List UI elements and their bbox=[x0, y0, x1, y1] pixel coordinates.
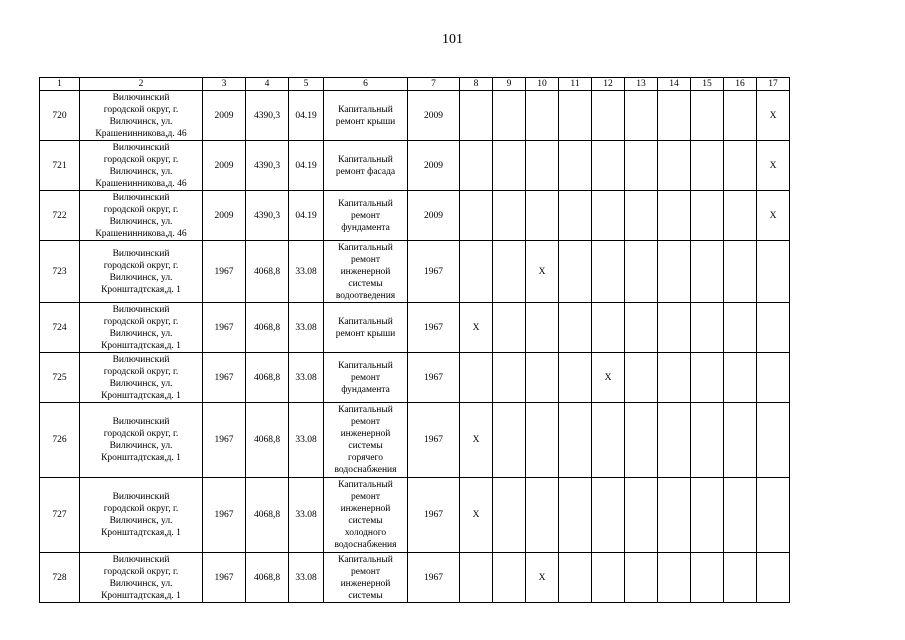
mark-cell-col-14 bbox=[658, 403, 691, 478]
table-row bbox=[40, 553, 790, 603]
build-year-cell: 1967 bbox=[203, 353, 246, 403]
wear-cell: 33.08 bbox=[289, 303, 324, 353]
mark-cell-col-13 bbox=[625, 478, 658, 553]
mark-cell-col-8 bbox=[460, 241, 493, 303]
row-number: 727 bbox=[40, 478, 80, 553]
address-cell: Вилючинский городской округ, г. Вилючинск, ул. Крашенинникова,д. 46 bbox=[80, 141, 203, 191]
page-number: 101 bbox=[442, 32, 463, 47]
mark-cell-col-14 bbox=[658, 478, 691, 553]
mark-cell-col-16 bbox=[724, 91, 757, 141]
wear-cell: 33.08 bbox=[289, 353, 324, 403]
mark-cell-col-17: X bbox=[757, 191, 790, 241]
mark-cell-col-17 bbox=[757, 553, 790, 603]
area-cell: 4068,8 bbox=[246, 553, 289, 603]
work-type-cell: Капитальный ремонт инженерной системы водоотведения bbox=[324, 241, 408, 303]
mark-cell-col-15 bbox=[691, 91, 724, 141]
repair-schedule-table bbox=[39, 77, 790, 603]
mark-cell-col-10 bbox=[526, 478, 559, 553]
wear-cell: 04.19 bbox=[289, 141, 324, 191]
mark-cell-col-9 bbox=[493, 353, 526, 403]
build-year-cell: 2009 bbox=[203, 141, 246, 191]
mark-cell-col-12 bbox=[592, 141, 625, 191]
mark-cell-col-12 bbox=[592, 403, 625, 478]
mark-cell-col-8: X bbox=[460, 478, 493, 553]
mark-cell-col-14 bbox=[658, 303, 691, 353]
table-row bbox=[40, 241, 790, 303]
mark-cell-col-17: X bbox=[757, 141, 790, 191]
column-number: 2 bbox=[80, 78, 203, 91]
mark-cell-col-11 bbox=[559, 478, 592, 553]
mark-cell-col-15 bbox=[691, 403, 724, 478]
mark-cell-col-15 bbox=[691, 191, 724, 241]
mark-cell-col-12 bbox=[592, 191, 625, 241]
row-number: 725 bbox=[40, 353, 80, 403]
column-number: 1 bbox=[40, 78, 80, 91]
mark-cell-col-8: X bbox=[460, 303, 493, 353]
mark-cell-col-13 bbox=[625, 553, 658, 603]
area-cell: 4390,3 bbox=[246, 91, 289, 141]
work-year-cell: 2009 bbox=[408, 91, 460, 141]
build-year-cell: 1967 bbox=[203, 553, 246, 603]
mark-cell-col-17 bbox=[757, 478, 790, 553]
work-year-cell: 1967 bbox=[408, 303, 460, 353]
mark-cell-col-12 bbox=[592, 91, 625, 141]
row-number: 722 bbox=[40, 191, 80, 241]
mark-cell-col-15 bbox=[691, 141, 724, 191]
column-number: 8 bbox=[460, 78, 493, 91]
address-cell: Вилючинский городской округ, г. Вилючинск, ул. Крашенинникова,д. 46 bbox=[80, 91, 203, 141]
mark-cell-col-13 bbox=[625, 303, 658, 353]
address-cell: Вилючинский городской округ, г. Вилючинск, ул. Кронштадтская,д. 1 bbox=[80, 478, 203, 553]
mark-cell-col-8 bbox=[460, 91, 493, 141]
mark-cell-col-8 bbox=[460, 191, 493, 241]
mark-cell-col-9 bbox=[493, 553, 526, 603]
work-type-cell: Капитальный ремонт инженерной системы bbox=[324, 553, 408, 603]
address-cell: Вилючинский городской округ, г. Вилючинск, ул. Кронштадтская,д. 1 bbox=[80, 303, 203, 353]
column-number: 11 bbox=[559, 78, 592, 91]
mark-cell-col-14 bbox=[658, 191, 691, 241]
column-number: 16 bbox=[724, 78, 757, 91]
address-cell: Вилючинский городской округ, г. Вилючинск, ул. Кронштадтская,д. 1 bbox=[80, 403, 203, 478]
work-year-cell: 1967 bbox=[408, 403, 460, 478]
mark-cell-col-9 bbox=[493, 403, 526, 478]
mark-cell-col-10 bbox=[526, 403, 559, 478]
mark-cell-col-9 bbox=[493, 478, 526, 553]
mark-cell-col-16 bbox=[724, 191, 757, 241]
mark-cell-col-11 bbox=[559, 241, 592, 303]
mark-cell-col-10 bbox=[526, 353, 559, 403]
work-year-cell: 1967 bbox=[408, 553, 460, 603]
work-year-cell: 2009 bbox=[408, 191, 460, 241]
table-row bbox=[40, 403, 790, 478]
mark-cell-col-16 bbox=[724, 403, 757, 478]
mark-cell-col-9 bbox=[493, 303, 526, 353]
mark-cell-col-11 bbox=[559, 553, 592, 603]
mark-cell-col-14 bbox=[658, 141, 691, 191]
table-row bbox=[40, 141, 790, 191]
column-number-row bbox=[40, 78, 790, 91]
column-number: 15 bbox=[691, 78, 724, 91]
work-year-cell: 1967 bbox=[408, 478, 460, 553]
mark-cell-col-17 bbox=[757, 303, 790, 353]
mark-cell-col-13 bbox=[625, 91, 658, 141]
work-type-cell: Капитальный ремонт крыши bbox=[324, 91, 408, 141]
mark-cell-col-15 bbox=[691, 478, 724, 553]
mark-cell-col-12 bbox=[592, 303, 625, 353]
column-number: 14 bbox=[658, 78, 691, 91]
work-type-cell: Капитальный ремонт фундамента bbox=[324, 353, 408, 403]
mark-cell-col-17 bbox=[757, 353, 790, 403]
mark-cell-col-12 bbox=[592, 241, 625, 303]
mark-cell-col-8 bbox=[460, 141, 493, 191]
mark-cell-col-9 bbox=[493, 241, 526, 303]
mark-cell-col-8 bbox=[460, 553, 493, 603]
column-number: 13 bbox=[625, 78, 658, 91]
mark-cell-col-14 bbox=[658, 241, 691, 303]
mark-cell-col-16 bbox=[724, 353, 757, 403]
area-cell: 4068,8 bbox=[246, 478, 289, 553]
area-cell: 4390,3 bbox=[246, 191, 289, 241]
column-number: 3 bbox=[203, 78, 246, 91]
column-number: 12 bbox=[592, 78, 625, 91]
mark-cell-col-11 bbox=[559, 91, 592, 141]
mark-cell-col-13 bbox=[625, 403, 658, 478]
mark-cell-col-16 bbox=[724, 303, 757, 353]
mark-cell-col-16 bbox=[724, 241, 757, 303]
row-number: 721 bbox=[40, 141, 80, 191]
mark-cell-col-11 bbox=[559, 191, 592, 241]
row-number: 728 bbox=[40, 553, 80, 603]
table-row bbox=[40, 191, 790, 241]
wear-cell: 33.08 bbox=[289, 241, 324, 303]
mark-cell-col-13 bbox=[625, 141, 658, 191]
table-row bbox=[40, 478, 790, 553]
build-year-cell: 1967 bbox=[203, 403, 246, 478]
column-number: 17 bbox=[757, 78, 790, 91]
work-year-cell: 2009 bbox=[408, 141, 460, 191]
row-number: 726 bbox=[40, 403, 80, 478]
row-number: 723 bbox=[40, 241, 80, 303]
wear-cell: 33.08 bbox=[289, 403, 324, 478]
mark-cell-col-10 bbox=[526, 303, 559, 353]
column-number: 9 bbox=[493, 78, 526, 91]
build-year-cell: 1967 bbox=[203, 478, 246, 553]
wear-cell: 33.08 bbox=[289, 478, 324, 553]
mark-cell-col-10: X bbox=[526, 553, 559, 603]
build-year-cell: 1967 bbox=[203, 303, 246, 353]
work-type-cell: Капитальный ремонт фасада bbox=[324, 141, 408, 191]
work-type-cell: Капитальный ремонт инженерной системы холодного водоснабжения bbox=[324, 478, 408, 553]
mark-cell-col-17 bbox=[757, 403, 790, 478]
mark-cell-col-17: X bbox=[757, 91, 790, 141]
mark-cell-col-13 bbox=[625, 241, 658, 303]
column-number: 10 bbox=[526, 78, 559, 91]
mark-cell-col-17 bbox=[757, 241, 790, 303]
area-cell: 4068,8 bbox=[246, 403, 289, 478]
mark-cell-col-15 bbox=[691, 241, 724, 303]
mark-cell-col-13 bbox=[625, 191, 658, 241]
mark-cell-col-12 bbox=[592, 478, 625, 553]
mark-cell-col-10 bbox=[526, 141, 559, 191]
address-cell: Вилючинский городской округ, г. Вилючинск, ул. Кронштадтская,д. 1 bbox=[80, 241, 203, 303]
mark-cell-col-12: X bbox=[592, 353, 625, 403]
mark-cell-col-14 bbox=[658, 353, 691, 403]
address-cell: Вилючинский городской округ, г. Вилючинск, ул. Кронштадтская,д. 1 bbox=[80, 353, 203, 403]
mark-cell-col-14 bbox=[658, 553, 691, 603]
mark-cell-col-10: X bbox=[526, 241, 559, 303]
column-number: 4 bbox=[246, 78, 289, 91]
address-cell: Вилючинский городской округ, г. Вилючинск, ул. Кронштадтская,д. 1 bbox=[80, 553, 203, 603]
row-number: 724 bbox=[40, 303, 80, 353]
work-type-cell: Капитальный ремонт крыши bbox=[324, 303, 408, 353]
table-row bbox=[40, 91, 790, 141]
mark-cell-col-11 bbox=[559, 303, 592, 353]
mark-cell-col-11 bbox=[559, 141, 592, 191]
wear-cell: 04.19 bbox=[289, 191, 324, 241]
mark-cell-col-15 bbox=[691, 353, 724, 403]
mark-cell-col-8: X bbox=[460, 403, 493, 478]
build-year-cell: 2009 bbox=[203, 191, 246, 241]
address-cell: Вилючинский городской округ, г. Вилючинск, ул. Крашенинникова,д. 46 bbox=[80, 191, 203, 241]
work-type-cell: Капитальный ремонт фундамента bbox=[324, 191, 408, 241]
mark-cell-col-9 bbox=[493, 141, 526, 191]
mark-cell-col-16 bbox=[724, 478, 757, 553]
wear-cell: 33.08 bbox=[289, 553, 324, 603]
mark-cell-col-13 bbox=[625, 353, 658, 403]
wear-cell: 04.19 bbox=[289, 91, 324, 141]
area-cell: 4390,3 bbox=[246, 141, 289, 191]
build-year-cell: 2009 bbox=[203, 91, 246, 141]
table-row bbox=[40, 303, 790, 353]
column-number: 6 bbox=[324, 78, 408, 91]
mark-cell-col-16 bbox=[724, 141, 757, 191]
mark-cell-col-10 bbox=[526, 191, 559, 241]
work-year-cell: 1967 bbox=[408, 241, 460, 303]
work-type-cell: Капитальный ремонт инженерной системы горячего водоснабжения bbox=[324, 403, 408, 478]
area-cell: 4068,8 bbox=[246, 241, 289, 303]
table-row bbox=[40, 353, 790, 403]
mark-cell-col-9 bbox=[493, 91, 526, 141]
mark-cell-col-11 bbox=[559, 403, 592, 478]
mark-cell-col-16 bbox=[724, 553, 757, 603]
work-year-cell: 1967 bbox=[408, 353, 460, 403]
build-year-cell: 1967 bbox=[203, 241, 246, 303]
mark-cell-col-15 bbox=[691, 553, 724, 603]
row-number: 720 bbox=[40, 91, 80, 141]
column-number: 7 bbox=[408, 78, 460, 91]
mark-cell-col-8 bbox=[460, 353, 493, 403]
mark-cell-col-12 bbox=[592, 553, 625, 603]
area-cell: 4068,8 bbox=[246, 353, 289, 403]
mark-cell-col-15 bbox=[691, 303, 724, 353]
mark-cell-col-11 bbox=[559, 353, 592, 403]
area-cell: 4068,8 bbox=[246, 303, 289, 353]
mark-cell-col-10 bbox=[526, 91, 559, 141]
column-number: 5 bbox=[289, 78, 324, 91]
mark-cell-col-14 bbox=[658, 91, 691, 141]
mark-cell-col-9 bbox=[493, 191, 526, 241]
